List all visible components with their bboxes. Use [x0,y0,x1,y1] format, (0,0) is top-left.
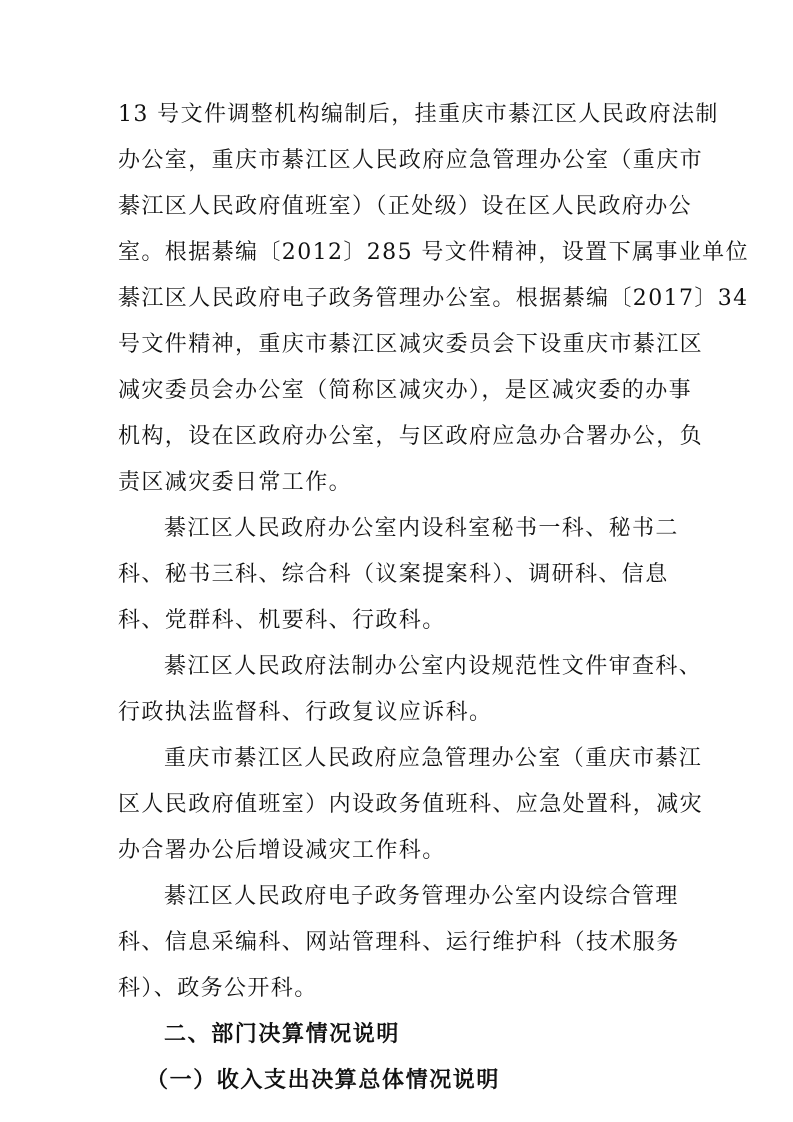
body-text-line: 办公室，重庆市綦江区人民政府应急管理办公室（重庆市 [118,148,704,173]
body-text-line: 科、党群科、机要科、行政科。 [118,608,446,633]
body-text-line: 綦江区人民政府电子政务管理办公室。根据綦编〔2017〕34 [118,286,749,311]
body-text-line: 责区减灾委日常工作。 [118,470,353,495]
body-text-line: 减灾委员会办公室（简称区减灾办），是区减灾委的办事 [118,378,693,403]
body-text-line: 科、信息采编科、网站管理科、运行维护科（技术服务 [118,930,680,955]
body-text-line: 綦江区人民政府值班室）（正处级）设在区人民政府办公 [118,194,693,219]
paragraph-first-line: 綦江区人民政府电子政务管理办公室内设综合管理 [164,884,679,909]
subsection-heading: （一）收入支出决算总体情况说明 [146,1068,501,1093]
body-text-line: 科）、政务公开科。 [118,976,318,1001]
paragraph-first-line: 綦江区人民政府办公室内设科室秘书一科、秘书二 [164,516,679,541]
section-heading: 二、部门决算情况说明 [164,1022,401,1047]
paragraph-first-line: 綦江区人民政府法制办公室内设规范性文件审查科、 [164,654,703,679]
body-text-line: 机构，设在区政府办公室，与区政府应急办合署办公，负 [118,424,704,449]
body-text-line: 区人民政府值班室）内设政务值班科、应急处置科，减灾 [118,792,704,817]
paragraph-first-line: 重庆市綦江区人民政府应急管理办公室（重庆市綦江 [164,746,703,771]
body-text-line: 13 号文件调整机构编制后，挂重庆市綦江区人民政府法制 [118,102,719,127]
body-text-line: 办合署办公后增设减灾工作科。 [118,838,446,863]
body-text-line: 科、秘书三科、综合科（议案提案科）、调研科、信息 [118,562,669,587]
body-text-line: 行政执法监督科、行政复议应诉科。 [118,700,493,725]
body-text-line: 号文件精神，重庆市綦江区减灾委员会下设重庆市綦江区 [118,332,704,357]
body-text-line: 室。根据綦编〔2012〕285 号文件精神，设置下属事业单位 [118,240,749,265]
